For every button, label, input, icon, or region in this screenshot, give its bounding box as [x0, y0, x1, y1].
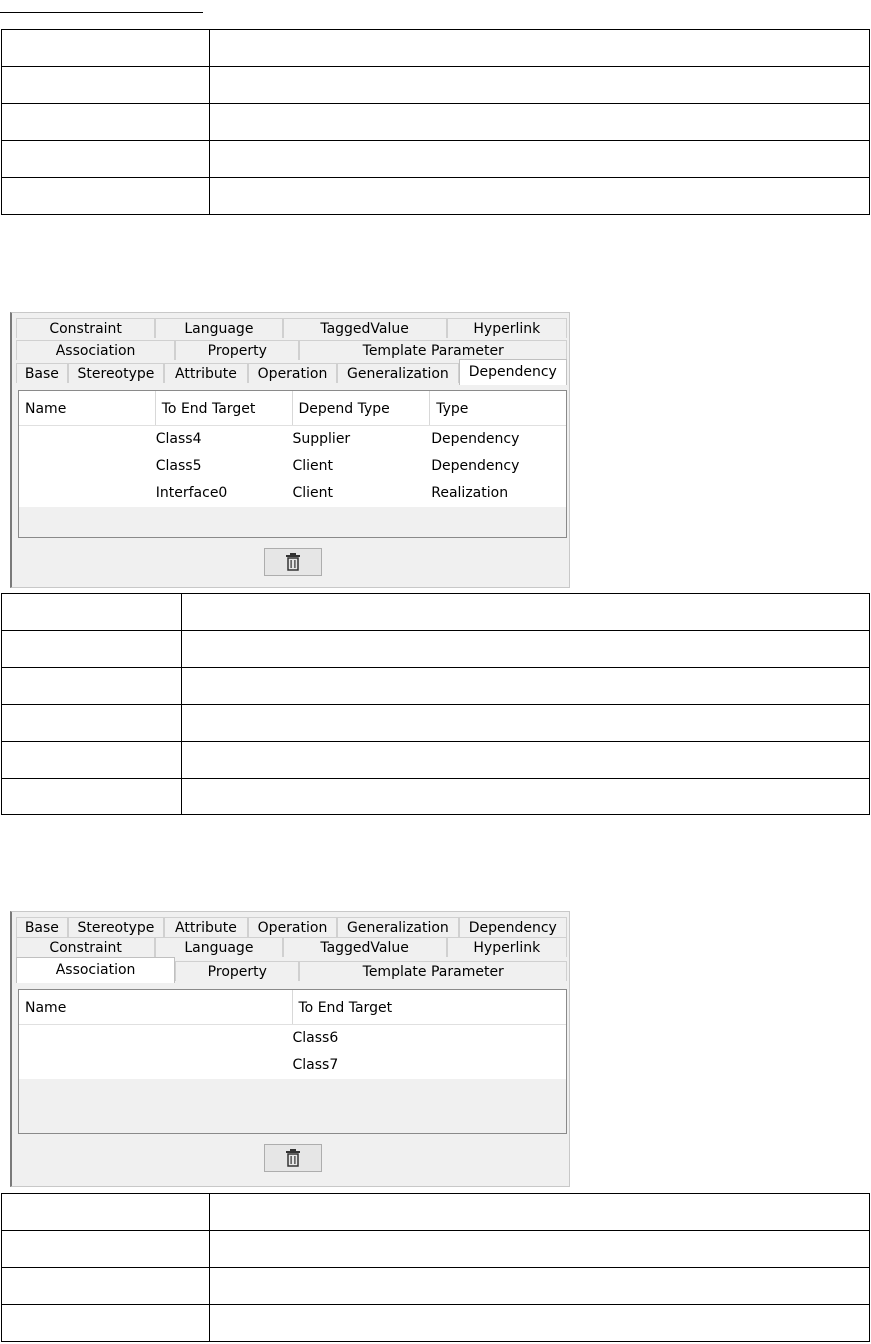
tab-stereotype[interactable]: Stereotype — [68, 363, 164, 383]
tab-template-parameter[interactable]: Template Parameter — [299, 340, 567, 360]
table-cell — [2, 1268, 210, 1305]
tab-template-parameter[interactable]: Template Parameter — [299, 961, 567, 981]
tab-hyperlink[interactable]: Hyperlink — [447, 937, 567, 957]
tab-hyperlink[interactable]: Hyperlink — [447, 318, 567, 338]
table-cell — [2, 67, 210, 104]
cell-type: Dependency — [431, 458, 520, 474]
cell-name — [19, 480, 156, 507]
table-cell — [182, 668, 870, 705]
table-cell — [182, 631, 870, 668]
table-cell — [210, 1194, 870, 1231]
column-header-type[interactable]: Type — [436, 401, 469, 417]
table-cell — [210, 178, 870, 215]
tab-taggedvalue[interactable]: TaggedValue — [283, 318, 447, 338]
property-panel-dependency — [10, 312, 570, 588]
top-rule — [0, 12, 203, 13]
tab-dependency[interactable]: Dependency — [459, 359, 567, 385]
dependency-list — [18, 390, 567, 538]
cell-depend-type: Client — [292, 458, 334, 474]
tab-base[interactable]: Base — [16, 917, 68, 937]
table-cell — [182, 742, 870, 779]
tab-generalization[interactable]: Generalization — [337, 363, 458, 383]
cell-to-end-target: Class5 — [155, 458, 202, 474]
delete-button[interactable] — [264, 548, 322, 576]
cell-type: Dependency — [431, 431, 520, 447]
table-cell — [2, 742, 182, 779]
table-cell — [2, 30, 210, 67]
column-header-to-end-target[interactable]: To End Target — [298, 1000, 393, 1016]
tab-row — [16, 917, 567, 937]
tab-attribute[interactable]: Attribute — [164, 363, 248, 383]
table-cell — [2, 1305, 210, 1342]
table-cell — [210, 104, 870, 141]
list-item[interactable] — [19, 426, 566, 453]
tab-language[interactable]: Language — [155, 318, 282, 338]
empty-table-3 — [1, 1193, 870, 1342]
tab-constraint[interactable]: Constraint — [16, 318, 155, 338]
list-item[interactable] — [19, 453, 566, 480]
trash-icon — [285, 1149, 301, 1167]
empty-table-1 — [1, 29, 870, 215]
cell-depend-type: Supplier — [292, 431, 351, 447]
tab-association[interactable]: Association — [16, 340, 175, 360]
cell-to-end-target: Class6 — [292, 1030, 339, 1046]
tab-row — [16, 340, 567, 360]
table-cell — [2, 178, 210, 215]
tab-property[interactable]: Property — [175, 340, 299, 360]
delete-button[interactable] — [264, 1144, 322, 1172]
tab-language[interactable]: Language — [155, 937, 282, 957]
table-cell — [182, 705, 870, 742]
cell-name — [19, 1052, 293, 1079]
association-list — [18, 989, 567, 1134]
tab-association[interactable]: Association — [16, 957, 175, 983]
tab-operation[interactable]: Operation — [248, 917, 338, 937]
cell-name — [19, 1025, 293, 1052]
table-cell — [210, 1305, 870, 1342]
tab-row — [16, 363, 567, 383]
trash-icon — [285, 553, 301, 571]
table-cell — [210, 141, 870, 178]
tab-row — [16, 318, 567, 338]
tab-base[interactable]: Base — [16, 363, 68, 383]
tab-stereotype[interactable]: Stereotype — [68, 917, 164, 937]
table-cell — [2, 631, 182, 668]
table-cell — [2, 705, 182, 742]
table-cell — [2, 141, 210, 178]
table-cell — [210, 1231, 870, 1268]
cell-to-end-target: Class4 — [155, 431, 202, 447]
tab-operation[interactable]: Operation — [248, 363, 338, 383]
cell-to-end-target: Class7 — [292, 1057, 339, 1073]
list-item[interactable] — [19, 1025, 566, 1052]
column-header-name[interactable]: Name — [19, 391, 156, 425]
tab-taggedvalue[interactable]: TaggedValue — [283, 937, 447, 957]
table-cell — [2, 1194, 210, 1231]
tab-constraint[interactable]: Constraint — [16, 937, 155, 957]
table-cell — [210, 67, 870, 104]
column-header-depend-type[interactable]: Depend Type — [293, 391, 431, 425]
list-header — [19, 391, 566, 426]
table-cell — [210, 1268, 870, 1305]
table-cell — [2, 779, 182, 815]
list-item[interactable] — [19, 480, 566, 507]
cell-depend-type: Client — [292, 485, 334, 501]
table-cell — [2, 1231, 210, 1268]
column-header-name[interactable]: Name — [19, 990, 293, 1024]
tab-attribute[interactable]: Attribute — [164, 917, 248, 937]
tab-row — [16, 961, 567, 981]
tab-dependency[interactable]: Dependency — [459, 917, 567, 937]
table-cell — [210, 30, 870, 67]
tab-property[interactable]: Property — [175, 961, 299, 981]
empty-table-2 — [1, 593, 870, 815]
tab-row — [16, 937, 567, 957]
column-header-to-end-target[interactable]: To End Target — [156, 391, 293, 425]
table-cell — [2, 668, 182, 705]
property-panel-association — [10, 911, 570, 1187]
cell-name — [19, 453, 156, 480]
list-header — [19, 990, 566, 1025]
list-item[interactable] — [19, 1052, 566, 1079]
table-cell — [2, 594, 182, 631]
cell-name — [19, 426, 156, 453]
cell-to-end-target: Interface0 — [155, 485, 228, 501]
tab-generalization[interactable]: Generalization — [337, 917, 458, 937]
cell-type: Realization — [431, 485, 509, 501]
table-cell — [182, 594, 870, 631]
table-cell — [182, 779, 870, 815]
table-cell — [2, 104, 210, 141]
